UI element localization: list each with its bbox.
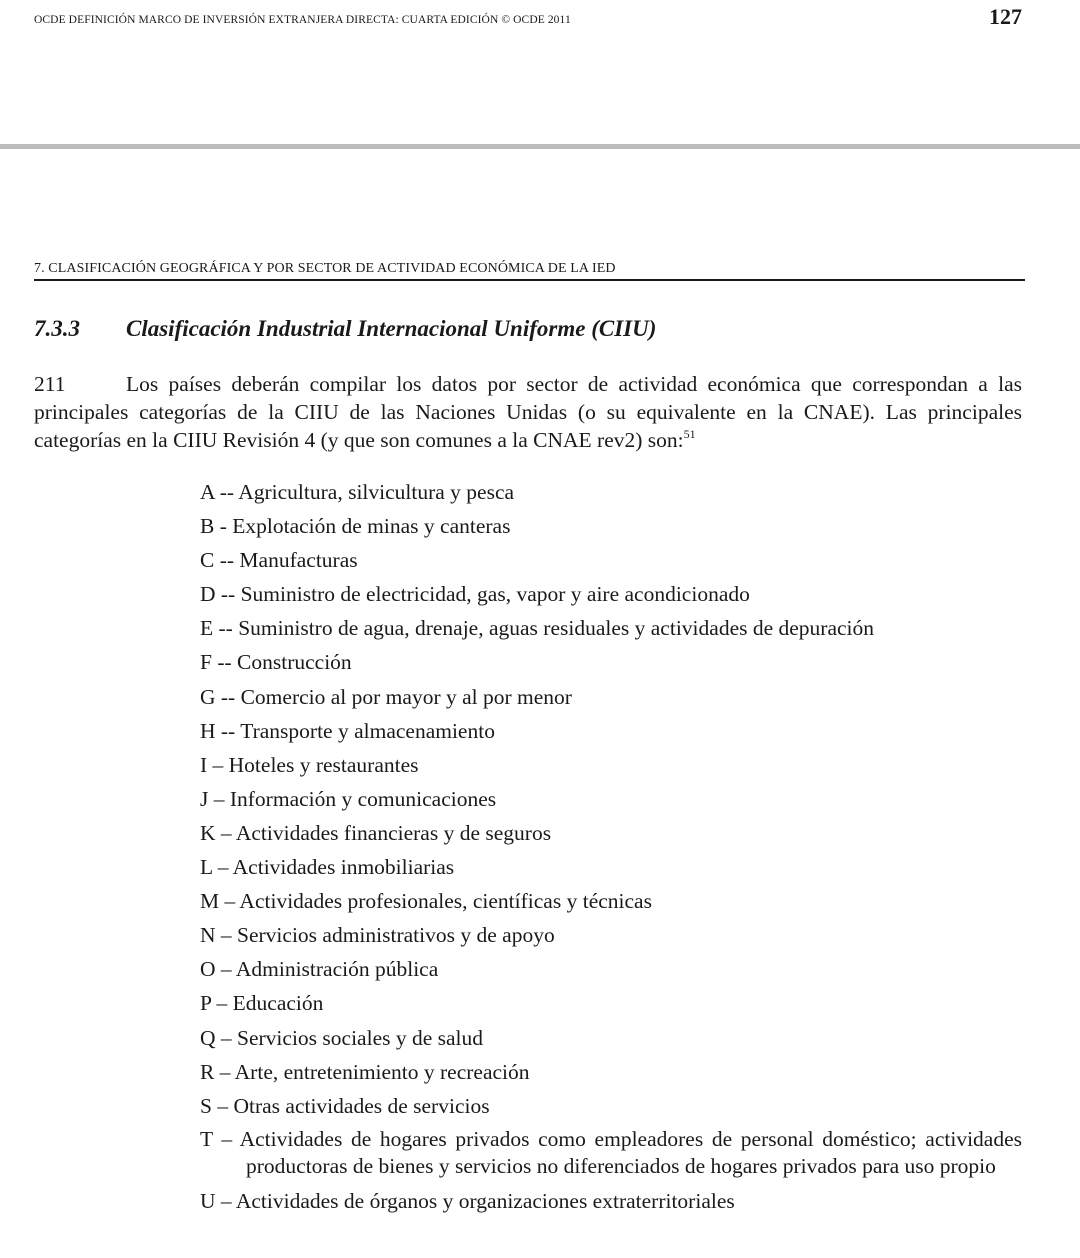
- category-item-d: D -- Suministro de electricidad, gas, vapor y aire acondicionado: [200, 582, 750, 607]
- category-item-k: K – Actividades financieras y de seguros: [200, 820, 552, 845]
- paragraph-211: [34, 370, 1022, 454]
- chapter-running-head: 7. CLASIFICACIÓN GEOGRÁFICA Y POR SECTOR DE ACTIVIDAD ECONÓMICA DE LA IED: [34, 261, 616, 276]
- category-item-a: A -- Agricultura, silvicultura y pesca: [200, 480, 515, 504]
- section-number: 7.3.3: [34, 316, 80, 341]
- category-item-e: E -- Suministro de agua, drenaje, aguas residuales y actividades de depuración: [200, 616, 875, 641]
- category-item-c: C -- Manufacturas: [200, 548, 358, 573]
- category-item-l: L – Actividades inmobiliarias: [200, 855, 455, 880]
- page-break-divider: [0, 144, 1080, 149]
- category-item-s: S – Otras actividades de servicios: [200, 1093, 490, 1118]
- category-item-j: J – Información y comunicaciones: [200, 786, 497, 811]
- category-item-o: O – Administración pública: [200, 957, 439, 982]
- category-item-h: H -- Transporte y almacenamiento: [200, 718, 495, 743]
- category-item-f: F -- Construcción: [200, 650, 352, 675]
- chapter-rule: [34, 279, 1025, 281]
- category-item-u: U – Actividades de órganos y organizaciones extraterritoriales: [200, 1188, 735, 1213]
- running-header-title: OCDE DEFINICIÓN MARCO DE INVERSIÓN EXTRANJERA DIRECTA: CUARTA EDICIÓN © OCDE 2011: [34, 14, 571, 26]
- paragraph-text: Los países deberán compilar los datos por sector de actividad económica que correspondan a las principales categorías de la CIIU de las Naciones Unidas (o su equivalente en la CNAE). Las principales categorías en la CIIU Revisión 4 (y que son comunes a la CNAE rev2) son:: [34, 372, 1022, 452]
- category-item-g: G -- Comercio al por mayor y al por menor: [200, 684, 572, 709]
- section-heading: [34, 316, 656, 342]
- page-number: 127: [989, 4, 1022, 29]
- category-item-b: B - Explotación de minas y canteras: [200, 514, 511, 539]
- category-item-m: M – Actividades profesionales, científicas y técnicas: [200, 889, 652, 914]
- footnote-reference[interactable]: 51: [683, 427, 696, 441]
- paragraph-number: 211: [34, 372, 66, 396]
- section-title: Clasificación Industrial Internacional Uniforme (CIIU): [126, 316, 657, 341]
- category-item-n: N – Servicios administrativos y de apoyo: [200, 923, 555, 948]
- category-item-r: R – Arte, entretenimiento y recreación: [200, 1059, 530, 1084]
- category-item-p: P – Educación: [200, 991, 324, 1016]
- category-list: [200, 478, 1022, 1221]
- category-item-i: I – Hoteles y restaurantes: [200, 752, 419, 777]
- category-item-q: Q – Servicios sociales y de salud: [200, 1025, 484, 1050]
- category-item-t: T – Actividades de hogares privados como empleadores de personal doméstico; actividades productoras de bienes y servicios no diferenciados de hogares privados para uso propio: [200, 1126, 1022, 1179]
